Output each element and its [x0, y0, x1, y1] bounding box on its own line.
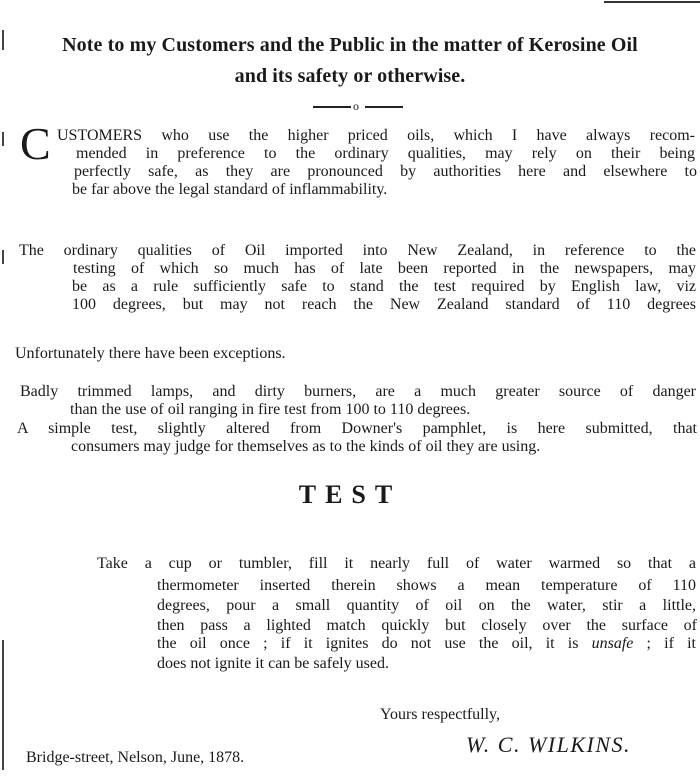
paragraph-2-line: testing of which so much has of late been reported in the newspapers, may — [73, 260, 696, 277]
signature: W. C. WILKINS. — [466, 732, 632, 757]
ornamental-divider — [313, 101, 403, 113]
paragraph-5-line: A simple test, slightly altered from Downer's pamphlet, is here submitted, that — [17, 420, 697, 437]
test-line: Take a cup or tumbler, fill it nearly full of water warmed so that a — [97, 555, 696, 572]
dateline: Bridge-street, Nelson, June, 1878. — [26, 749, 245, 766]
test-heading: TEST — [298, 480, 402, 509]
closing-salutation: Yours respectfully, — [380, 706, 500, 723]
paragraph-1-line: USTOMERS who use the higher priced oils, which I have always recom- — [57, 127, 695, 144]
top-rule — [604, 1, 700, 3]
paragraph-5-line: consumers may judge for themselves as to the kinds of oil they are using. — [71, 438, 541, 455]
margin-line — [2, 250, 4, 264]
paragraph-2-line: be as a rule sufficiently safe to stand the test required by English law, viz — [72, 278, 696, 295]
paragraph-2-line: 100 degrees, but may not reach the New Zealand standard of 110 degrees — [72, 296, 696, 313]
test-line: then pass a lighted match quickly but closely over the surface of — [157, 617, 697, 634]
test-line — [157, 635, 696, 653]
margin-line — [2, 640, 4, 770]
test-line: does not ignite it can be safely used. — [157, 655, 389, 672]
unsafe-emphasis: unsafe — [591, 635, 634, 652]
paragraph-1-line: perfectly safe, as they are pronounced by authorities here and elsewhere to — [74, 163, 697, 180]
divider-mark: o — [353, 99, 359, 113]
test-line: thermometer inserted therein shows a mean temperature of 110 — [157, 577, 696, 594]
paragraph-1-line: mended in preference to the ordinary qualities, may rely on their being — [76, 145, 695, 162]
test-line-text: ; if it — [633, 635, 696, 652]
paragraph-3-line: Unfortunately there have been exceptions. — [15, 345, 286, 362]
paragraph-4-line: than the use of oil ranging in fire test from 100 to 110 degrees. — [70, 401, 471, 418]
headline-line-2: and its safety or otherwise. — [234, 65, 466, 87]
paragraph-4-line: Badly trimmed lamps, and dirty burners, are a much greater source of danger — [20, 383, 696, 400]
test-line: degrees, pour a small quantity of oil on the water, stir a little, — [157, 597, 696, 614]
drop-cap: C — [20, 118, 51, 169]
paragraph-2-line: The ordinary qualities of Oil imported into New Zealand, in reference to the — [19, 242, 696, 259]
paragraph-1-line: be far above the legal standard of inflammability. — [72, 181, 388, 198]
headline-line-1: Note to my Customers and the Public in the matter of Kerosine Oil — [62, 34, 638, 56]
margin-line — [2, 132, 4, 146]
test-line-text: the oil once ; if it ignites do not use the oil, it is — [157, 635, 592, 652]
